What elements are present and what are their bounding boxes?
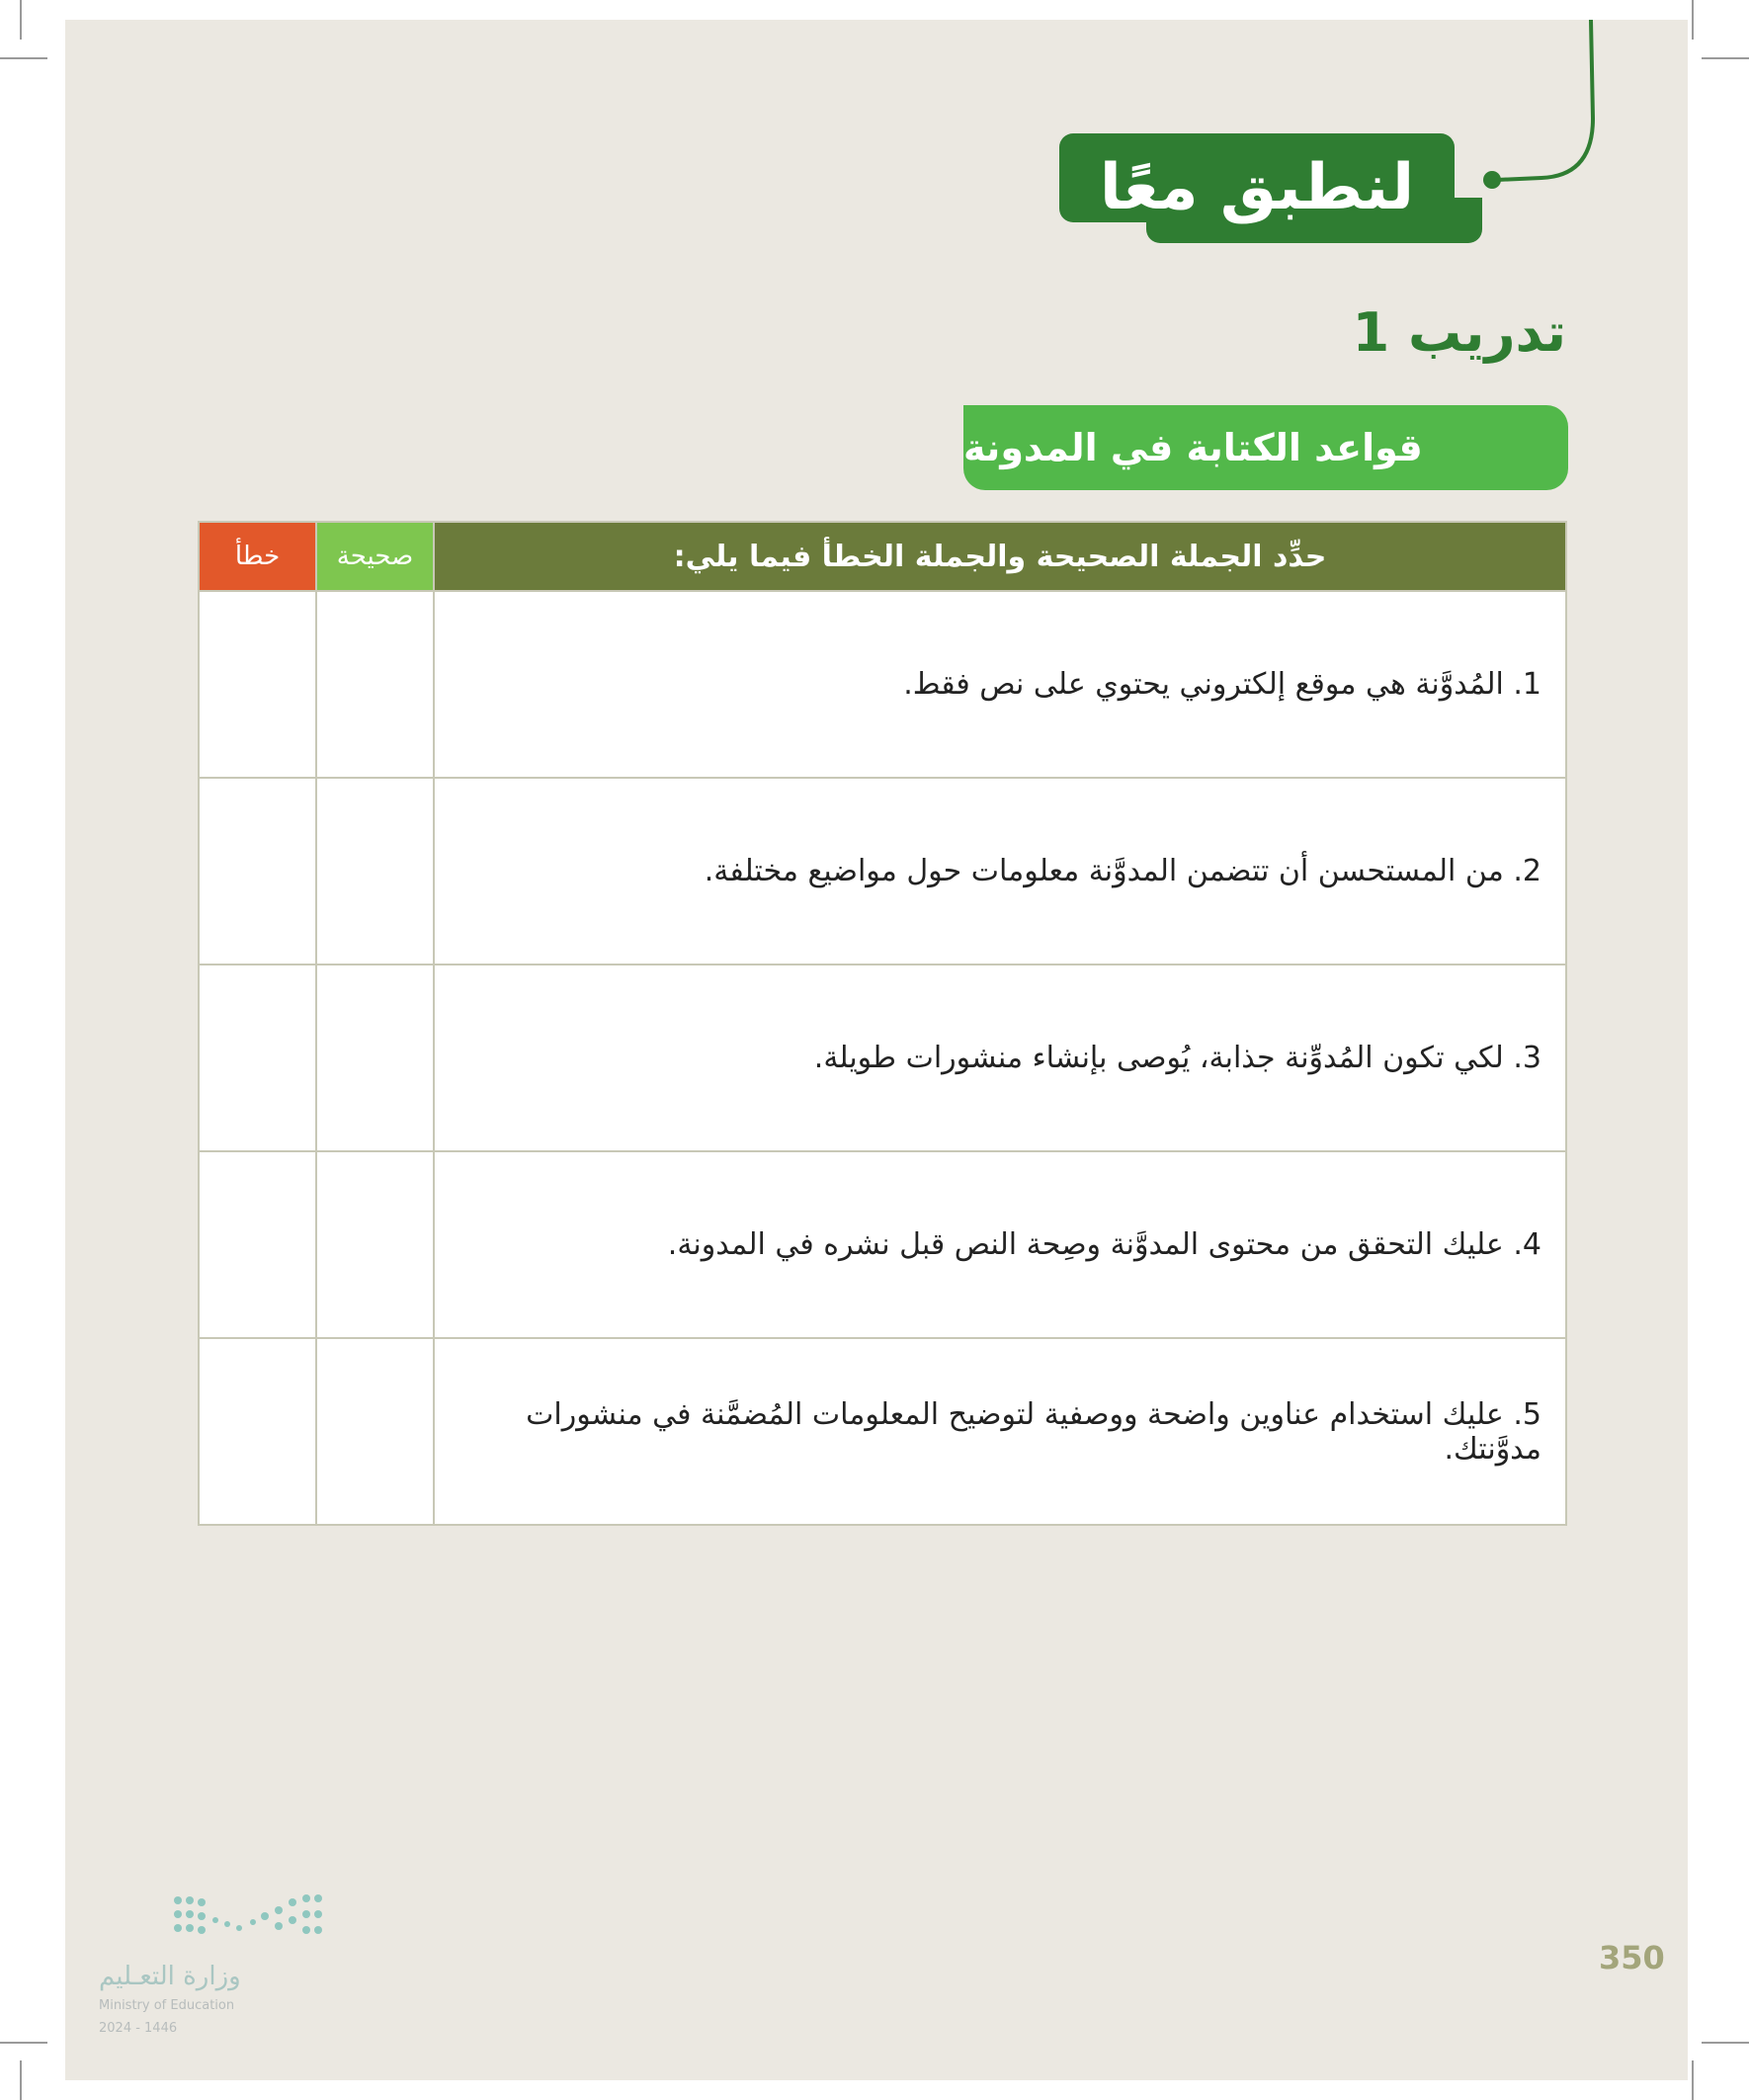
true-false-table — [198, 521, 1567, 1526]
table-row — [199, 965, 1566, 1151]
statement-text: 3. لكي تكون المُدوِّنة جذابة، يُوصى بإنشاء منشورات طويلة. — [434, 965, 1566, 1151]
statement-text: 1. المُدوَّنة هي موقع إلكتروني يحتوي على نص فقط. — [434, 591, 1566, 778]
crop-mark — [20, 2060, 22, 2100]
table-row — [199, 1151, 1566, 1338]
ministry-year: 2024 - 1446 — [99, 2021, 178, 2036]
decorative-curve — [0, 0, 1749, 257]
header-wrong: خطأ — [199, 522, 316, 591]
wrong-answer-cell[interactable] — [199, 1151, 316, 1338]
wrong-answer-cell[interactable] — [199, 591, 316, 778]
correct-answer-cell[interactable] — [316, 1338, 434, 1525]
wrong-answer-cell[interactable] — [199, 778, 316, 965]
statement-text: 5. عليك استخدام عناوين واضحة ووصفية لتوضيح المعلومات المُضمَّنة في منشورات مدوَّنتك. — [434, 1338, 1566, 1525]
wrong-answer-cell[interactable] — [199, 965, 316, 1151]
crop-mark — [0, 2042, 47, 2044]
table-row — [199, 1338, 1566, 1525]
table-row — [199, 591, 1566, 778]
table-header-row — [199, 522, 1566, 591]
correct-answer-cell[interactable] — [316, 1151, 434, 1338]
ministry-name-en: Ministry of Education — [99, 1998, 235, 2013]
section-label: قواعد الكتابة في المدونة — [963, 405, 1568, 490]
header-correct: صحيحة — [316, 522, 434, 591]
page-number: 350 — [1599, 1939, 1665, 1976]
correct-answer-cell[interactable] — [316, 778, 434, 965]
table-row — [199, 778, 1566, 965]
correct-answer-cell[interactable] — [316, 965, 434, 1151]
ministry-name-ar: وزارة التعـليم — [99, 1962, 241, 1991]
banner-title: لنطبق معًا — [1099, 151, 1415, 224]
exercise-title: تدريب 1 — [1352, 301, 1566, 364]
statement-text: 2. من المستحسن أن تتضمن المدوَّنة معلومات حول مواضيع مختلفة. — [434, 778, 1566, 965]
header-instruction: حدِّد الجملة الصحيحة والجملة الخطأ فيما يلي: — [434, 522, 1566, 591]
crop-mark — [1692, 2060, 1694, 2100]
statement-text: 4. عليك التحقق من محتوى المدوَّنة وصِحة النص قبل نشره في المدونة. — [434, 1151, 1566, 1338]
crop-mark — [1702, 2042, 1749, 2044]
ministry-logo-icon — [99, 1892, 326, 1952]
correct-answer-cell[interactable] — [316, 591, 434, 778]
wrong-answer-cell[interactable] — [199, 1338, 316, 1525]
